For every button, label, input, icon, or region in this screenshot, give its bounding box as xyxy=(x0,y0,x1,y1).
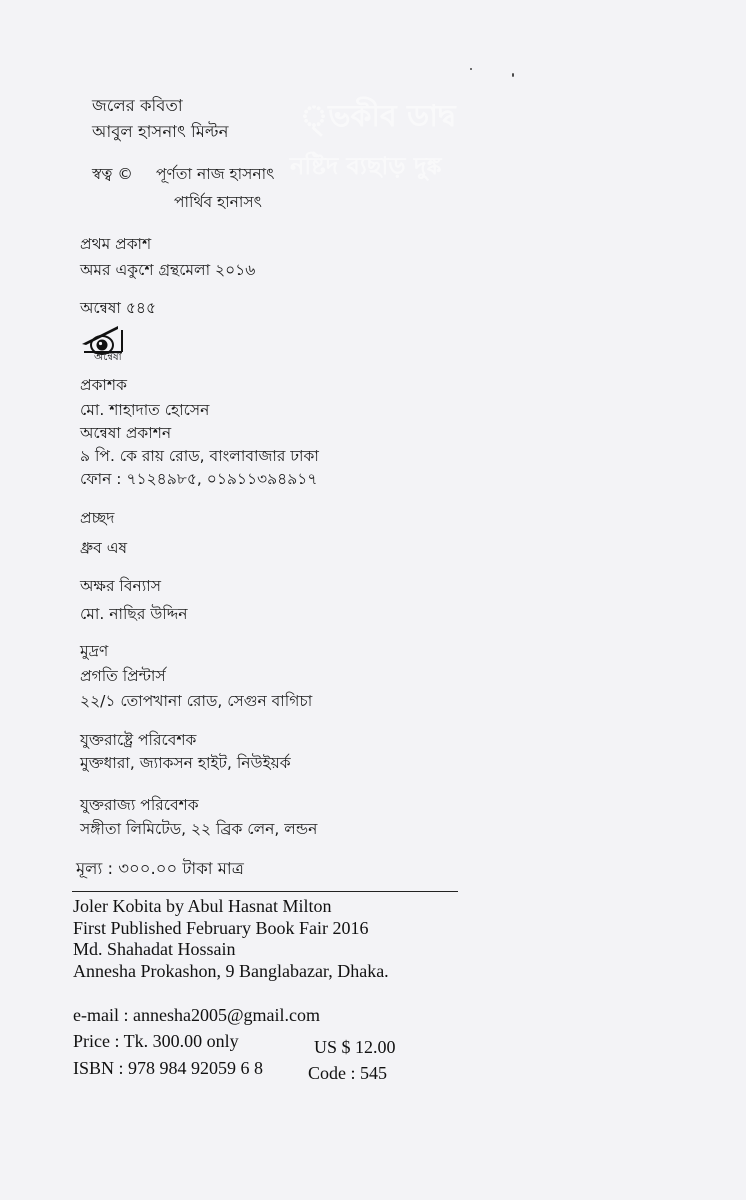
publisher-address: ৯ পি. কে রায় রোড, বাংলাবাজার ঢাকা xyxy=(80,447,319,465)
printing-heading: মুদ্রণ xyxy=(80,642,109,660)
uk-distributor-value: সঙ্গীতা লিমিটেড, ২২ ব্রিক লেন, লন্ডন xyxy=(80,820,318,838)
uk-distributor-heading: যুক্তরাজ্য পরিবেশক xyxy=(80,796,199,814)
english-title-line: Joler Kobita by Abul Hasnat Milton xyxy=(73,896,332,916)
price-usd: US $ 12.00 xyxy=(314,1037,396,1057)
cover-artist: ধ্রুব এষ xyxy=(80,539,128,557)
email-line[interactable]: e-mail : annesha2005@gmail.com xyxy=(73,1005,321,1025)
cover-heading: প্রচ্ছদ xyxy=(80,509,115,527)
publisher-name: মো. শাহাদাত হোসেন xyxy=(80,401,210,419)
price-english: Price : Tk. 300.00 only xyxy=(73,1031,239,1051)
english-publication-line: First Published February Book Fair 2016 xyxy=(73,918,369,938)
book-title: জলের কবিতা xyxy=(92,96,183,115)
page-speck xyxy=(470,68,472,70)
page-speck xyxy=(512,73,514,77)
copyright-holder-1: পূর্ণতা নাজ হাসনাৎ xyxy=(156,165,275,183)
first-publication-value: অমর একুশে গ্রন্থমেলা ২০১৬ xyxy=(80,261,256,279)
english-publisher-name: Md. Shahadat Hossain xyxy=(73,939,236,959)
show-through-author: নষ্টিদ ব্যছাড় দুঙ্ক xyxy=(290,152,442,180)
author-name: আবুল হাসনাৎ মিল্টন xyxy=(92,122,229,141)
logo-label: অন্বেষা xyxy=(94,351,122,363)
publishing-house: অন্বেষা প্রকাশন xyxy=(80,424,172,442)
first-publication-heading: প্রথম প্রকাশ xyxy=(80,235,152,253)
series-number: অন্বেষা ৫৪৫ xyxy=(80,299,157,317)
copyright-holder-2: পার্থিব হানাসৎ xyxy=(174,193,262,211)
us-distributor-heading: যুক্তরাষ্ট্রে পরিবেশক xyxy=(80,731,197,749)
printer-address: ২২/১ তোপখানা রোড, সেগুন বাগিচা xyxy=(80,692,313,710)
publisher-heading: প্রকাশক xyxy=(80,376,127,394)
typesetting-heading: অক্ষর বিন্যাস xyxy=(80,577,161,595)
code-line: Code : 545 xyxy=(308,1063,387,1083)
us-distributor-value: মুক্তধারা, জ্যাকসন হাইট, নিউইয়র্ক xyxy=(80,754,291,772)
isbn-line: ISBN : 978 984 92059 6 8 xyxy=(73,1058,264,1078)
typesetting-value: মো. নাছির উদ্দিন xyxy=(80,605,188,623)
publisher-phone: ফোন : ৭১২৪৯৮৫, ০১৯১১৩৯৪৯১৭ xyxy=(80,470,318,488)
show-through-title: ্ভকীব ডাদ্ব xyxy=(300,99,456,134)
english-publisher-address: Annesha Prokashon, 9 Banglabazar, Dhaka. xyxy=(73,961,389,981)
divider-rule xyxy=(72,891,458,892)
printer-name: প্রগতি প্রিন্টার্স xyxy=(80,667,166,685)
copyright-label: স্বত্ব © xyxy=(92,165,133,183)
price-bangla: মূল্য : ৩০০.০০ টাকা মাত্র xyxy=(76,859,244,878)
